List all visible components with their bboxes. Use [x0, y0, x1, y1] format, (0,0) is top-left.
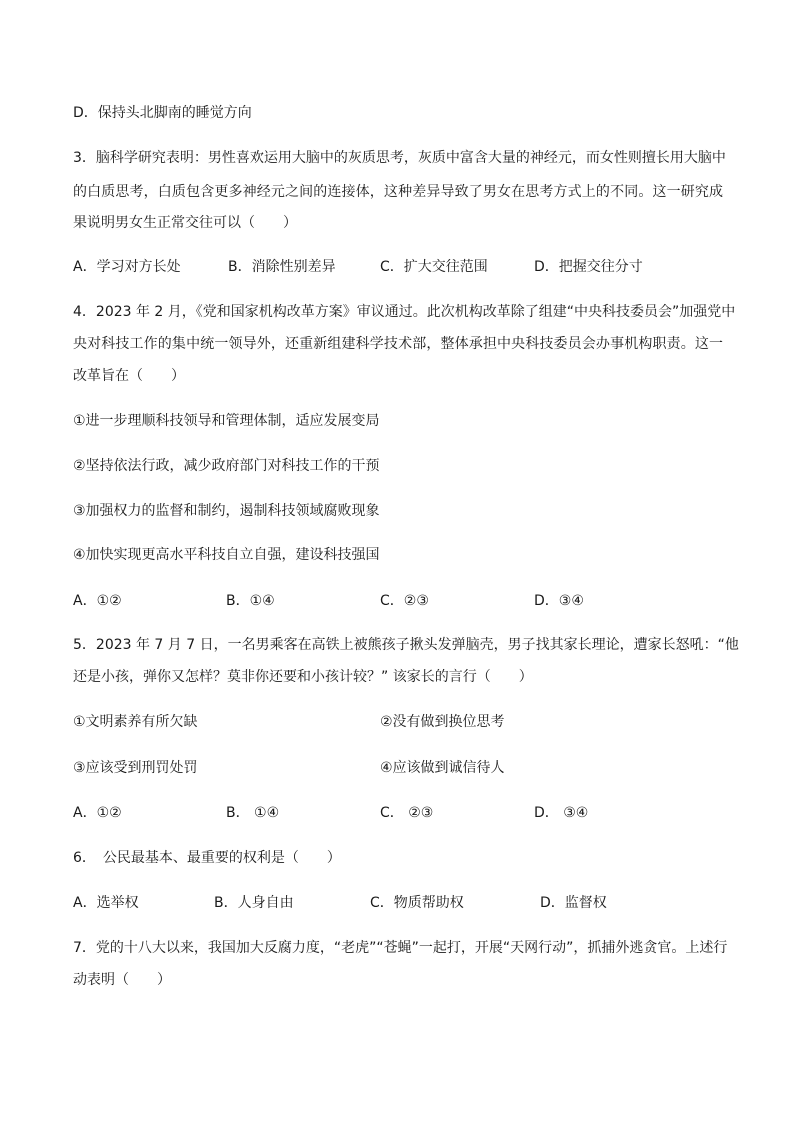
q4-option-b: B．①④	[226, 593, 275, 609]
q7-stem-line-1: 7．党的十八大以来，我国加大反腐力度，“老虎”“苍蝇”一起打，开展“天网行动”，抓捕外逃贪官。上述行	[73, 940, 728, 956]
q5-item-4: ④应该做到诚信待人	[380, 760, 505, 776]
q4-options	[73, 591, 723, 611]
q6-options	[73, 893, 723, 913]
q5-stem-line-2: 还是小孩，弹你又怎样？莫非你还要和小孩计较？” 该家长的言行（ ）	[73, 669, 533, 685]
q3-option-c: C．扩大交往范围	[380, 259, 488, 275]
q5-options	[73, 803, 723, 823]
q4-item-4: ④加快实现更高水平科技自立自强，建设科技强国	[73, 547, 380, 563]
q4-item-3: ③加强权力的监督和制约，遏制科技领域腐败现象	[73, 503, 380, 519]
q3-stem-line-3: 果说明男女生正常交往可以（ ）	[73, 215, 297, 231]
q3-option-d: D．把握交往分寸	[534, 259, 643, 275]
q4-option-d: D．③④	[534, 593, 584, 609]
q3-options	[73, 257, 723, 277]
q5-item-3: ③应该受到刑罚处罚	[73, 760, 198, 776]
q3-stem-line-2: 的白质思考，白质包含更多神经元之间的连接体，这种差异导致了男女在思考方式上的不同。这一研究成	[73, 184, 723, 200]
q5-stem-line-1: 5．2023 年 7 月 7 日，一名男乘客在高铁上被熊孩子揪头发弹脑壳，男子找其家长理论，遭家长怒吼：“他	[73, 637, 739, 653]
q6-option-b: B．人身自由	[214, 895, 294, 911]
q7-stem-line-2: 动表明（ ）	[73, 972, 171, 988]
q4-item-1: ①进一步理顺科技领导和管理体制，适应发展变局	[73, 413, 380, 429]
q5-item-1: ①文明素养有所欠缺	[73, 714, 198, 730]
q5-option-c: C． ②③	[380, 805, 434, 821]
q6-stem: 6． 公民最基本、最重要的权利是（ ）	[73, 850, 341, 866]
q6-option-c: C．物质帮助权	[370, 895, 464, 911]
q4-stem-line-1: 4．2023 年 2 月，《党和国家机构改革方案》审议通过。此次机构改革除了组建“中央科技委员会”加强党中	[73, 304, 736, 320]
q4-item-2: ②坚持依法行政，减少政府部门对科技工作的干预	[73, 458, 380, 474]
q3-option-b: B．消除性别差异	[228, 259, 336, 275]
q3-option-a: A．学习对方长处	[73, 259, 181, 275]
q5-option-d: D． ③④	[534, 805, 589, 821]
q5-items-row-2	[73, 758, 723, 778]
q5-option-a: A．①②	[73, 805, 122, 821]
q4-stem-line-2: 央对科技工作的集中统一领导外，还重新组建科学技术部，整体承担中央科技委员会办事机构职责。这一	[73, 336, 723, 352]
q4-option-c: C．②③	[380, 593, 429, 609]
q5-items-row-1	[73, 712, 723, 732]
q6-option-a: A．选举权	[73, 895, 139, 911]
q5-item-2: ②没有做到换位思考	[380, 714, 505, 730]
q3-stem-line-1: 3．脑科学研究表明：男性喜欢运用大脑中的灰质思考，灰质中富含大量的神经元，而女性则擅长用大脑中	[73, 150, 726, 166]
q4-stem-line-3: 改革旨在（ ）	[73, 368, 185, 384]
q4-option-a: A．①②	[73, 593, 122, 609]
q5-option-b: B． ①④	[226, 805, 280, 821]
q6-option-d: D．监督权	[540, 895, 607, 911]
q2-option-d: D．保持头北脚南的睡觉方向	[73, 105, 252, 121]
